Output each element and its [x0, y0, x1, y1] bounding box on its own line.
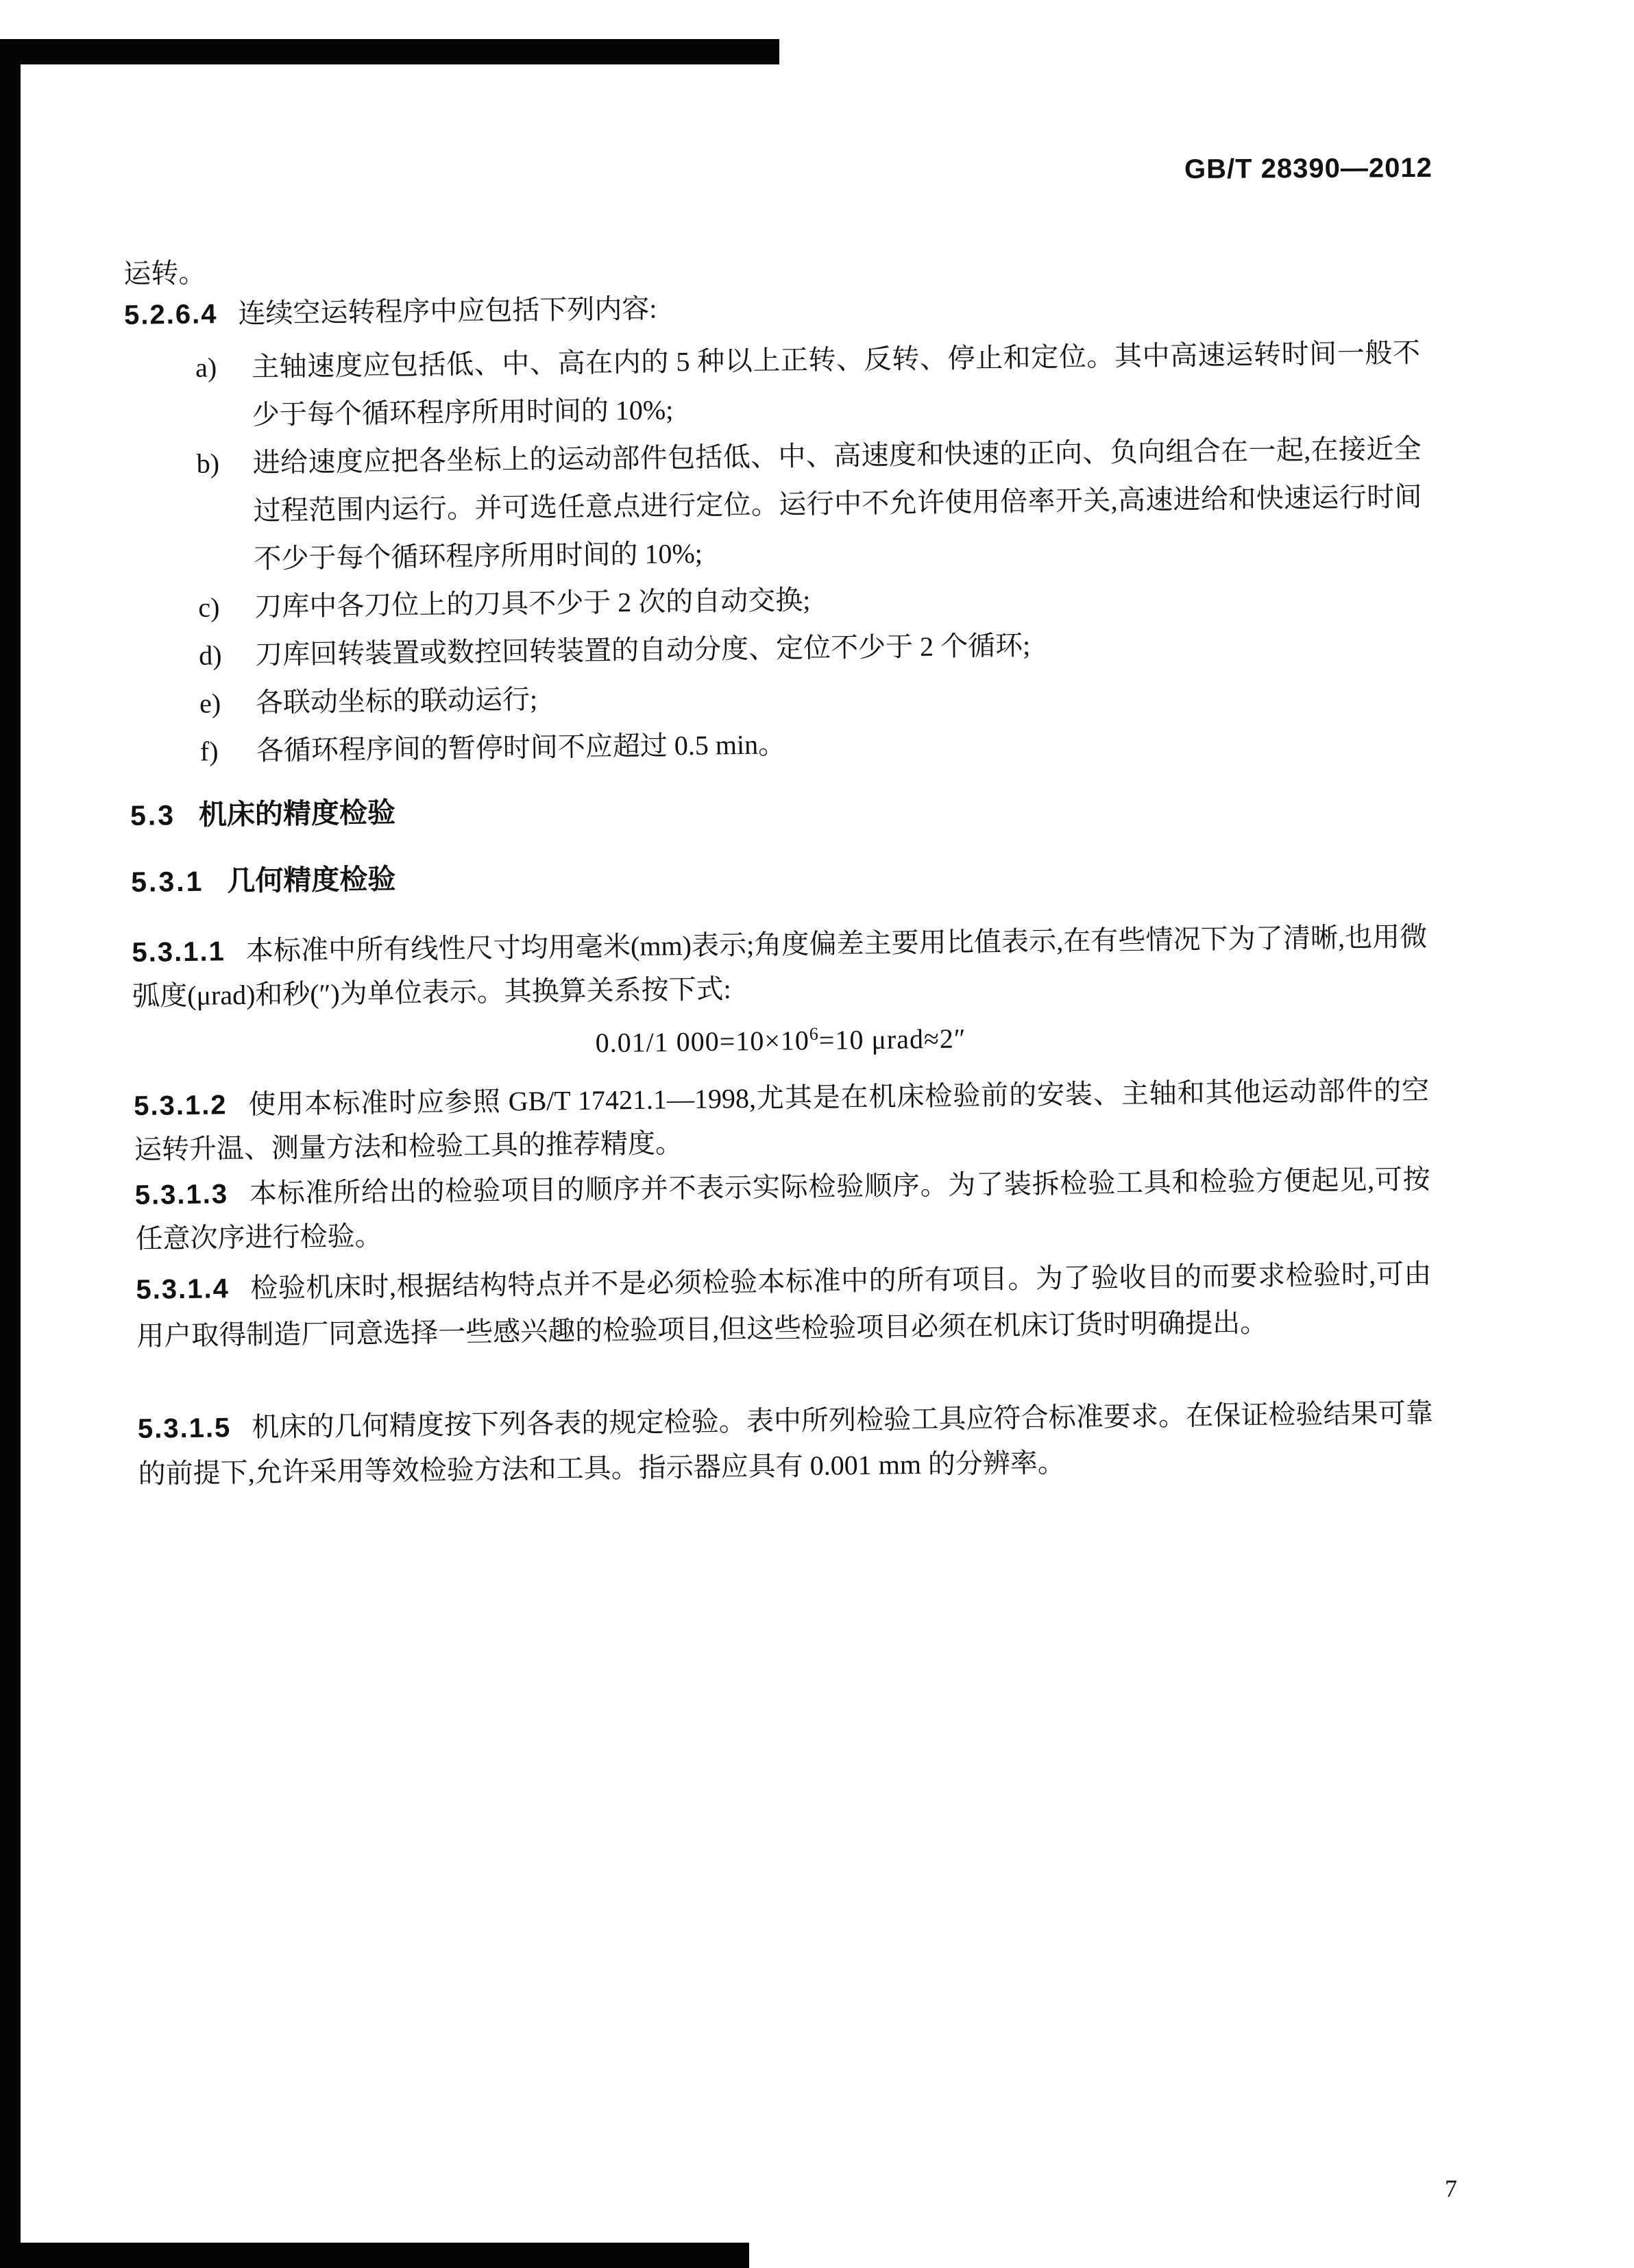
- clause-number: 5.3.1.2: [133, 1090, 228, 1121]
- list-item-text: 主轴速度应包括低、中、高在内的 5 种以上正转、反转、停止和定位。其中高速运转时间一般不少于每个循环程序所用时间的 10%;: [251, 337, 1421, 430]
- section-title: 机床的精度检验: [198, 796, 396, 831]
- clause-5-3-1-1: [132, 915, 1428, 1019]
- paragraph-continuation: 运转。: [123, 257, 206, 289]
- list-item-letter: e): [199, 687, 221, 719]
- clause-5-3-1-2: [134, 1069, 1430, 1172]
- formula-rhs: =10 μrad≈2″: [818, 1023, 966, 1056]
- standard-code-header: GB/T 28390—2012: [1184, 152, 1433, 185]
- list-item-letter: f): [199, 735, 219, 767]
- clause-number: 5.3.1.5: [137, 1413, 232, 1444]
- page-number: 7: [1445, 2175, 1457, 2202]
- clause-number: 5.3.1.1: [132, 936, 226, 968]
- clause-text: 检验机床时,根据结构特点并不是必须检验本标准中的所有项目。为了验收目的而要求检验时,可由用户取得制造厂同意选择一些感兴趣的检验项目,但这些检验项目必须在机床订货时明确提出。: [136, 1258, 1432, 1352]
- clause-text: 机床的几何精度按下列各表的规定检验。表中所列检验工具应符合标准要求。在保证检验结果可靠的前提下,允许采用等效检验方法和工具。指示器应具有 0.001 mm 的分辨率。: [138, 1397, 1434, 1489]
- formula-exponent: 6: [809, 1023, 819, 1044]
- formula-lhs: 0.01/1 000=10×10: [595, 1025, 810, 1058]
- list-item-letter: b): [196, 448, 220, 479]
- list-item-text: 各联动坐标的联动运行;: [255, 683, 538, 718]
- clause-number: 5.2.6.4: [123, 299, 218, 330]
- clause-text: 本标准所给出的检验项目的顺序并不表示实际检验顺序。为了装拆检验工具和检验方便起见,可按任意次序进行检验。: [135, 1163, 1430, 1254]
- section-heading-5-3-1: [131, 849, 1426, 899]
- clause-5-3-1-3: [134, 1158, 1430, 1261]
- section-title: 几何精度检验: [227, 863, 396, 897]
- list-item-letter: c): [198, 592, 220, 623]
- list-item: [125, 425, 1422, 585]
- clause-5-3-1-4: [136, 1251, 1432, 1360]
- list-item-text: 刀库回转装置或数控回转装置的自动分度、定位不少于 2 个循环;: [254, 629, 1031, 670]
- clause-number: 5.3.1.3: [134, 1179, 229, 1210]
- clause-text: 连续空运转程序中应包括下列内容:: [238, 293, 657, 329]
- clause-text: 使用本标准时应参照 GB/T 17421.1—1998,尤其是在机床检验前的安装、主轴和其他运动部件的空运转升温、测量方法和检验工具的推荐精度。: [134, 1074, 1430, 1165]
- section-number: 5.3.1: [130, 865, 204, 898]
- list-item-text: 刀库中各刀位上的刀具不少于 2 次的自动交换;: [254, 584, 811, 622]
- list-item-text: 进给速度应把各坐标上的运动部件包括低、中、高速度和快速的正向、负向组合在一起,在接近全过程范围内运行。并可选任意点进行定位。运行中不允许使用倍率开关,高速进给和快速运行时间不少于每个循环程序所用时间的 10%;: [252, 432, 1422, 574]
- list-item-letter: d): [198, 639, 222, 671]
- document-body: [123, 238, 1434, 1522]
- section-heading-5-3: [130, 783, 1426, 833]
- scan-edge-bottom-bar: [0, 2243, 749, 2268]
- clause-number: 5.3.1.4: [136, 1273, 230, 1305]
- section-number: 5.3: [130, 799, 176, 831]
- enumerated-list: [125, 329, 1426, 777]
- list-item-text: 各循环程序间的暂停时间不应超过 0.5 min。: [256, 729, 786, 766]
- scan-edge-top-bar: [0, 39, 779, 64]
- clause-text: 本标准中所有线性尺寸均用毫米(mm)表示;角度偏差主要用比值表示,在有些情况下为了清晰,也用微弧度(μrad)和秒(″)为单位表示。其换算关系按下式:: [132, 920, 1428, 1012]
- list-item: [125, 329, 1422, 441]
- clause-5-3-1-5: [138, 1391, 1434, 1497]
- list-item-letter: a): [195, 352, 217, 383]
- scan-edge-left-bar: [0, 39, 21, 2268]
- conversion-formula: [133, 1010, 1429, 1066]
